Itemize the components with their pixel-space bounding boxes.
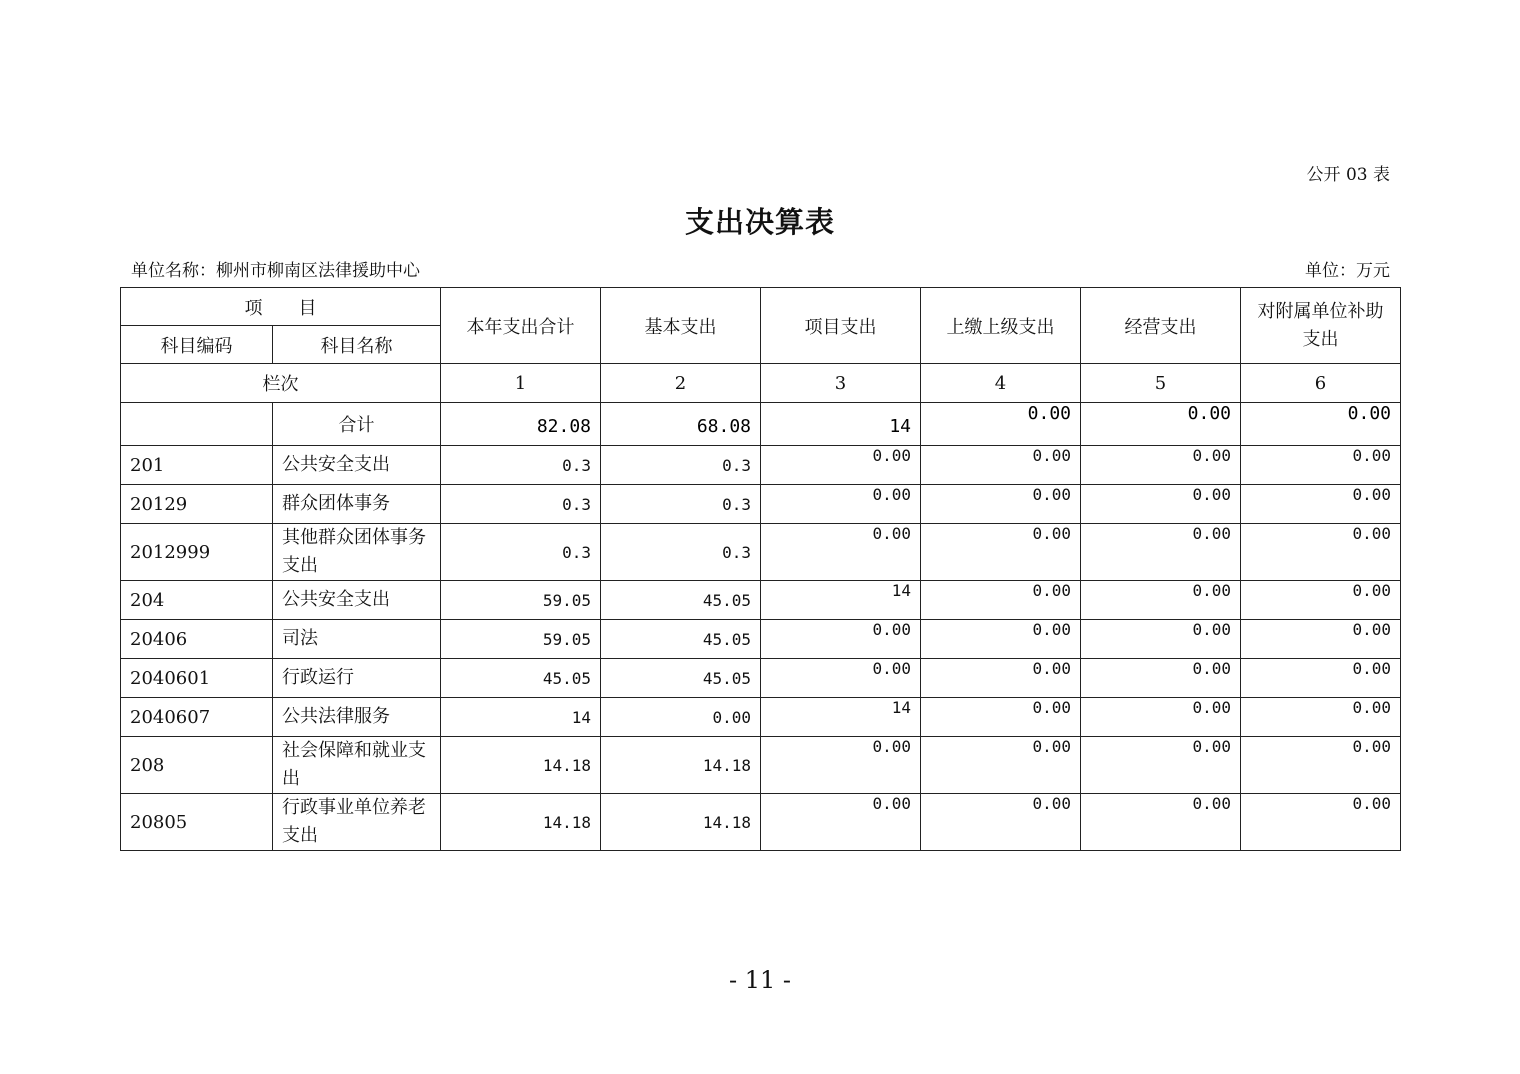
total-code-cell	[121, 403, 273, 446]
value-cell: 0.00	[761, 794, 921, 851]
value-cell: 0.3	[441, 446, 601, 485]
column-number: 6	[1241, 364, 1401, 403]
value-cell: 0.00	[1081, 485, 1241, 524]
table-row	[121, 698, 1401, 737]
value-cell: 45.05	[601, 620, 761, 659]
expenditure-table	[120, 287, 1401, 851]
value-cell: 0.00	[921, 620, 1081, 659]
value-cell: 59.05	[441, 581, 601, 620]
value-cell: 0.3	[601, 524, 761, 581]
code-cell: 20406	[121, 620, 273, 659]
value-cell: 0.00	[1081, 698, 1241, 737]
total-cell: 82.08	[441, 403, 601, 446]
value-cell: 0.00	[921, 446, 1081, 485]
value-cell: 0.3	[441, 485, 601, 524]
code-cell: 20805	[121, 794, 273, 851]
value-cell: 0.00	[1241, 794, 1401, 851]
total-label: 合计	[273, 403, 441, 446]
value-cell: 0.00	[1081, 620, 1241, 659]
value-cell: 0.00	[1241, 446, 1401, 485]
form-number: 公开 03 表	[1306, 165, 1390, 185]
code-cell: 204	[121, 581, 273, 620]
name-cell: 其他群众团体事务支出	[273, 524, 441, 581]
value-cell: 14.18	[441, 794, 601, 851]
value-cell: 0.00	[1241, 698, 1401, 737]
value-cell: 45.05	[441, 659, 601, 698]
table-row	[121, 737, 1401, 794]
name-cell: 行政事业单位养老支出	[273, 794, 441, 851]
page-title: 支出决算表	[684, 205, 835, 239]
value-cell: 14.18	[441, 737, 601, 794]
column-number: 3	[761, 364, 921, 403]
total-row	[121, 403, 1401, 446]
header-col1: 本年支出合计	[441, 288, 601, 364]
value-cell: 0.00	[921, 581, 1081, 620]
total-cell: 68.08	[601, 403, 761, 446]
value-cell: 0.00	[921, 698, 1081, 737]
value-cell: 0.00	[601, 698, 761, 737]
value-cell: 0.3	[601, 485, 761, 524]
value-cell: 0.00	[761, 620, 921, 659]
value-cell: 14	[761, 581, 921, 620]
value-cell: 0.00	[1081, 446, 1241, 485]
column-number: 2	[601, 364, 761, 403]
code-cell: 2012999	[121, 524, 273, 581]
header-col6: 对附属单位补助支出	[1241, 288, 1401, 364]
value-cell: 0.00	[761, 659, 921, 698]
value-cell: 0.00	[1241, 581, 1401, 620]
value-cell: 0.00	[1081, 659, 1241, 698]
value-cell: 0.3	[601, 446, 761, 485]
value-cell: 0.00	[1241, 659, 1401, 698]
value-cell: 14.18	[601, 737, 761, 794]
total-cell: 0.00	[1241, 403, 1401, 446]
value-cell: 14.18	[601, 794, 761, 851]
value-cell: 45.05	[601, 581, 761, 620]
table-row	[121, 485, 1401, 524]
header-col4: 上缴上级支出	[921, 288, 1081, 364]
table-row	[121, 524, 1401, 581]
header-name: 科目名称	[273, 326, 441, 364]
header-col5: 经营支出	[1081, 288, 1241, 364]
value-cell: 0.00	[1241, 620, 1401, 659]
value-cell: 0.00	[1081, 581, 1241, 620]
value-cell: 0.00	[1241, 485, 1401, 524]
total-cell: 0.00	[921, 403, 1081, 446]
code-cell: 208	[121, 737, 273, 794]
column-number: 1	[441, 364, 601, 403]
column-number: 5	[1081, 364, 1241, 403]
table-row	[121, 794, 1401, 851]
value-cell: 14	[441, 698, 601, 737]
table-row	[121, 620, 1401, 659]
page-number: - 11 -	[728, 966, 791, 994]
column-number: 4	[921, 364, 1081, 403]
name-cell: 群众团体事务	[273, 485, 441, 524]
name-cell: 公共法律服务	[273, 698, 441, 737]
header-code: 科目编码	[121, 326, 273, 364]
table-row	[121, 581, 1401, 620]
value-cell: 0.00	[1241, 524, 1401, 581]
value-cell: 0.00	[1241, 737, 1401, 794]
value-cell: 0.00	[921, 524, 1081, 581]
name-cell: 公共安全支出	[273, 581, 441, 620]
header-item: 项 目	[121, 288, 441, 326]
value-cell: 0.00	[1081, 524, 1241, 581]
code-cell: 20129	[121, 485, 273, 524]
value-cell: 0.00	[761, 446, 921, 485]
header-col3: 项目支出	[761, 288, 921, 364]
value-cell: 59.05	[441, 620, 601, 659]
total-cell: 0.00	[1081, 403, 1241, 446]
name-cell: 公共安全支出	[273, 446, 441, 485]
total-cell: 14	[761, 403, 921, 446]
organization-label: 单位名称：柳州市柳南区法律援助中心	[131, 261, 420, 281]
table-row	[121, 446, 1401, 485]
table-row	[121, 659, 1401, 698]
value-cell: 45.05	[601, 659, 761, 698]
code-cell: 2040601	[121, 659, 273, 698]
name-cell: 社会保障和就业支出	[273, 737, 441, 794]
code-cell: 2040607	[121, 698, 273, 737]
value-cell: 0.00	[921, 794, 1081, 851]
value-cell: 0.3	[441, 524, 601, 581]
value-cell: 0.00	[761, 737, 921, 794]
header-col2: 基本支出	[601, 288, 761, 364]
value-cell: 0.00	[1081, 794, 1241, 851]
value-cell: 0.00	[761, 524, 921, 581]
code-cell: 201	[121, 446, 273, 485]
name-cell: 行政运行	[273, 659, 441, 698]
value-cell: 0.00	[1081, 737, 1241, 794]
value-cell: 0.00	[761, 485, 921, 524]
value-cell: 14	[761, 698, 921, 737]
unit-label: 单位：万元	[1305, 261, 1390, 281]
value-cell: 0.00	[921, 659, 1081, 698]
value-cell: 0.00	[921, 737, 1081, 794]
value-cell: 0.00	[921, 485, 1081, 524]
header-lanci: 栏次	[121, 364, 441, 403]
name-cell: 司法	[273, 620, 441, 659]
